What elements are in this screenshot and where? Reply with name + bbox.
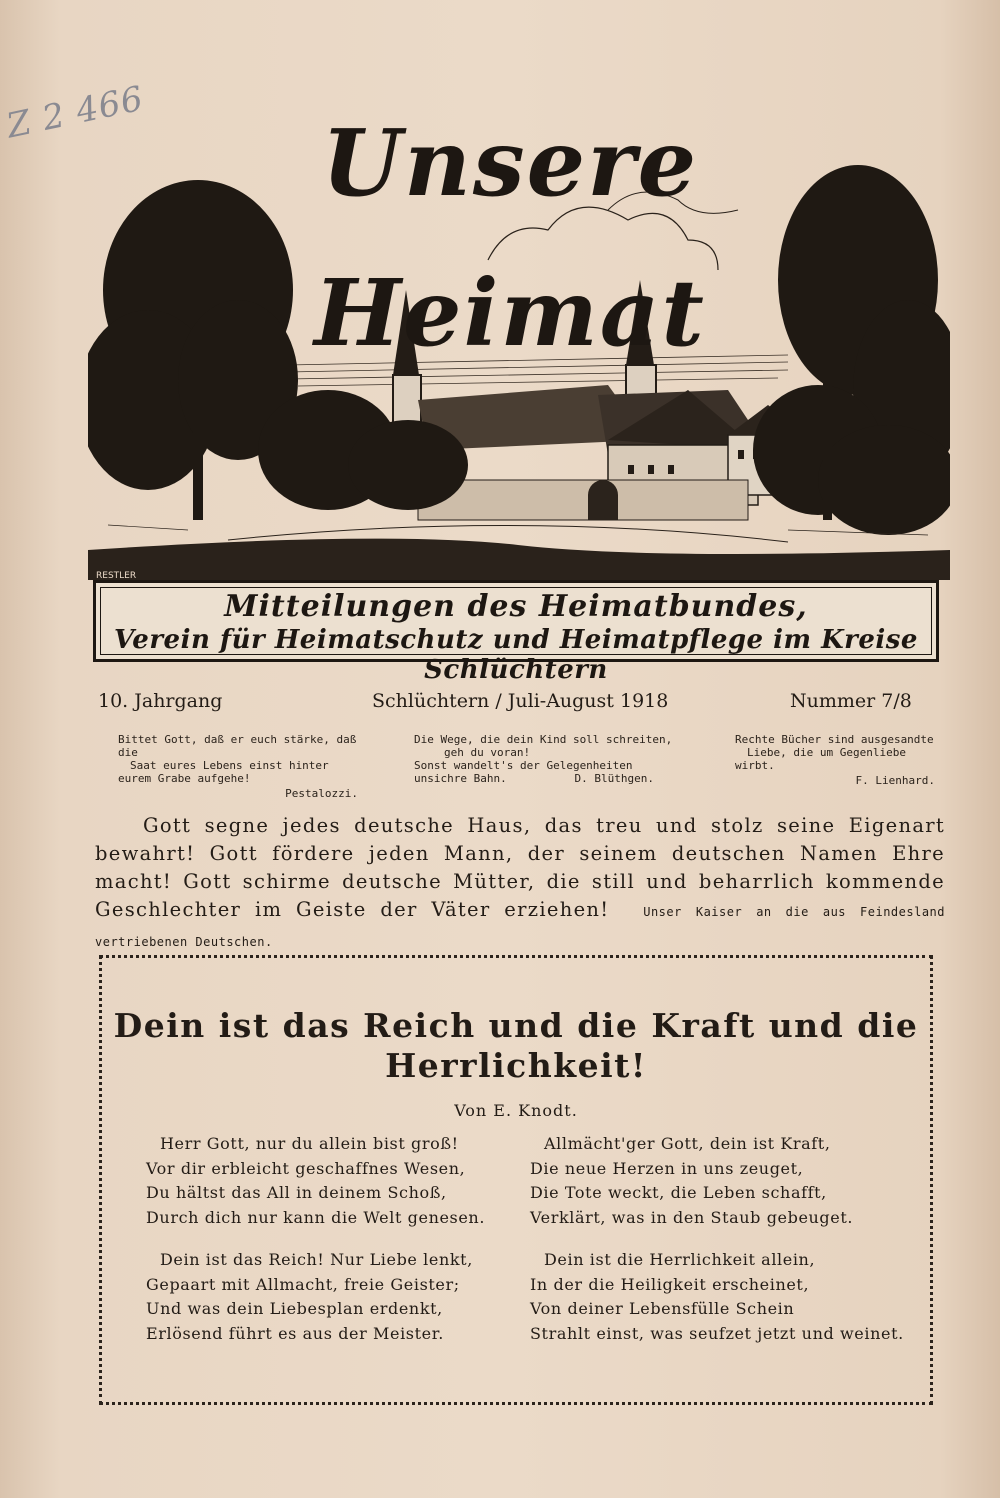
poem-stanza: Allmächt'ger Gott, dein ist Kraft, Die neue Herzen in uns zeuget, Die Tote weckt, die Leben schafft, Verklärt, was in den Staub gebeuget. [530,1134,854,1227]
quote-lienhard: Rechte Bücher sind ausgesandte Liebe, die um Gegenliebe wirbt. F. Lienhard. [735,733,955,787]
quote-bluethgen: Die Wege, die dein Kind soll schreiten, geh du voran! Sonst wandelt's der Gelegenheiten unsichre Bahn. D. Blüthgen. [414,733,673,785]
artist-signature: RESTLER [96,571,137,580]
quote-author: F. Lienhard. [855,774,935,787]
poem-stanza: Herr Gott, nur du allein bist groß! Vor dir erbleicht geschaffnes Wesen, Du hältst das All in deinem Schoß, Durch dich nur kann die Welt genesen. [146,1134,486,1227]
issue-label: Nummer 7/8 [790,690,912,712]
place-date-label: Schlüchtern / Juli-August 1918 [372,690,669,712]
poem-stanza: Dein ist die Herrlichkeit allein, In der die Heiligkeit erscheinet, Von deiner Lebensfülle Schein Strahlt einst, was seufzet jetzt und weinet. [530,1250,904,1343]
poem-author: Von E. Knodt. [454,1101,578,1120]
kaiser-blessing [95,812,945,956]
banner [93,580,939,685]
quote-pestalozzi: Bittet Gott, daß er euch stärke, daß die Saat eures Lebens einst hinter eurem Grabe aufgehe! Pestalozzi. [118,733,378,800]
poem-stanza: Dein ist das Reich! Nur Liebe lenkt, Gepaart mit Allmacht, freie Geister; Und was dein Liebesplan erdenkt, Erlösend führt es aus der Meister. [146,1250,473,1343]
poem-frame [99,955,933,1405]
banner-association: Verein für Heimatschutz und Heimatpflege im Kreise Schlüchtern [114,625,918,685]
handwritten-shelfmark: Z 2 466 [3,78,148,147]
quote-author: Pestalozzi. [285,787,358,800]
blessing-attribution: Unser Kaiser an die aus Feindesland vertriebenen Deutschen. [95,905,946,949]
poem-title: Dein ist das Reich und die Kraft und die Herrlichkeit! [113,1006,919,1085]
blessing-text: Gott segne jedes deutsche Haus, das treu und stolz seine Eigenart bewahrt! Gott fördere jeden Mann, der seinem deutschen Namen Ehre macht! Gott schirme deutsche Mütter, die still und beharrlich kommende Geschlechter im Geiste der Väter erziehen! [95,814,945,921]
masthead-title: Unsere Heimat [314,109,706,367]
volume-label: 10. Jahrgang [98,690,223,712]
banner-subtitle: Mitteilungen des Heimatbundes, [224,589,808,624]
quote-author: D. Blüthgen. [574,772,654,785]
